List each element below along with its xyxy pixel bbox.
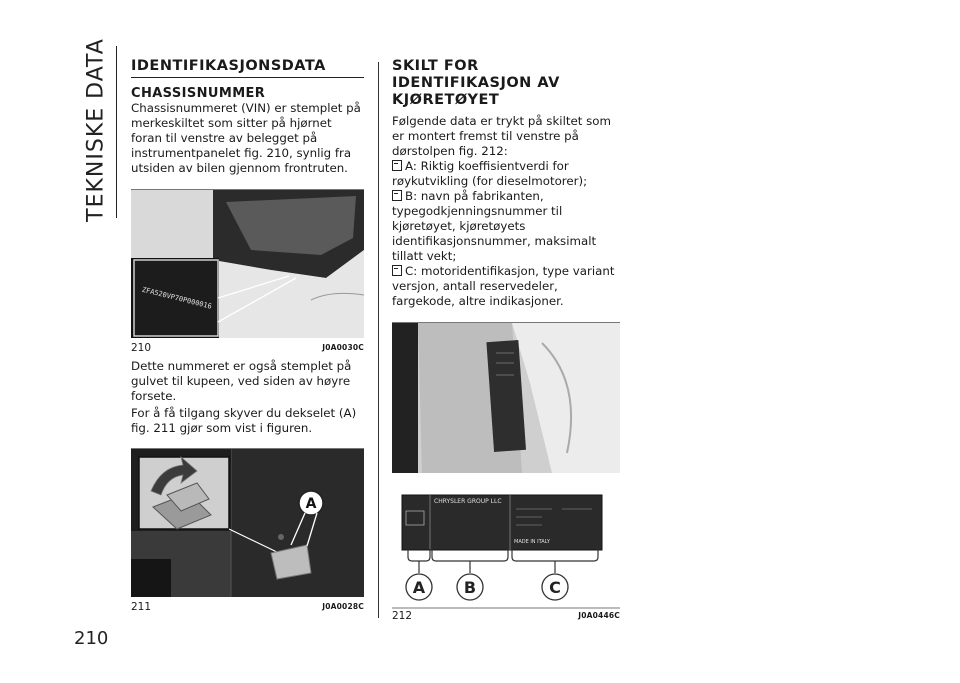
figure-212-code: J0A0446C (578, 611, 620, 620)
paragraph-cover-access: For å få tilgang skyver du dekselet (A) fig. 211 gjør som vist i figuren. (131, 406, 357, 435)
figure-210-caption: 210 (131, 342, 152, 354)
section-heading: IDENTIFIKASJONSDATA (131, 58, 364, 78)
figure-212-label-b: B (463, 578, 477, 597)
bullet-c-text: C: motoridentifikasjon, type variant versjon, antall reservedeler, fargekode, altre indikasjoner. (392, 264, 615, 308)
bullet-b (392, 189, 620, 264)
column-divider (378, 62, 379, 618)
section-heading-plate: SKILT FOR IDENTIFIKASJON AV KJØRETØYET (392, 58, 560, 108)
figure-212-label-a: A (412, 578, 426, 597)
figure-212-label-c: C (549, 578, 561, 597)
chapter-title (80, 38, 112, 222)
bullet-a (392, 159, 620, 189)
paragraph-floor-stamp: Dette nummeret er også stemplet på gulvet til kupeen, ved siden av høyre forsete. (131, 359, 352, 403)
paragraph-vin-location: Chassisnummeret (VIN) er stemplet på merkeskiltet som sitter på hjørnet foran til venstre av belegget på instrumentpanelet fig. 210, synlig fra utsiden av bilen gjennom frontruten. (131, 101, 361, 175)
bullet-icon (392, 160, 402, 171)
plate-header-text: CHRYSLER GROUP LLC (434, 498, 502, 505)
figure-210 (131, 189, 364, 354)
figure-212-image (392, 323, 620, 620)
paragraph-plate-intro: Følgende data er trykt på skiltet som er montert fremst til venstre på dørstolpen fig. 212: (392, 114, 611, 158)
figure-210-image (131, 190, 364, 338)
bullet-a-text: A: Riktig koeffisientverdi for røykutvikling (for dieselmotorer); (392, 159, 588, 188)
plate-made-in-text: MADE IN ITALY (514, 539, 550, 545)
bullet-c (392, 264, 620, 309)
bullet-icon (392, 190, 402, 201)
figure-212 (392, 322, 620, 620)
figure-212-caption: 212 (392, 610, 413, 622)
bullet-icon (392, 265, 402, 276)
left-column (131, 58, 364, 613)
figure-210-code: J0A0030C (322, 343, 364, 352)
chapter-divider (116, 46, 117, 218)
figure-211-image (131, 449, 364, 597)
figure-211-code: J0A0028C (322, 602, 364, 611)
bullet-b-text: B: navn på fabrikanten, typegodkjenningsnummer til kjøretøyet, kjøretøyets identifikasjonsnummer, maksimalt tillatt vekt; (392, 189, 597, 263)
subsection-heading: CHASSISNUMMER (131, 86, 266, 101)
right-column (392, 58, 620, 620)
page-number: 210 (74, 628, 109, 649)
figure-211-caption: 211 (131, 601, 152, 613)
figure-211 (131, 448, 364, 613)
vin-plate-text: ZFA520VP70P000016 (141, 285, 213, 311)
figure-211-label-a: A (305, 496, 317, 512)
chapter-title-text: TEKNISKE DATA (83, 38, 109, 222)
